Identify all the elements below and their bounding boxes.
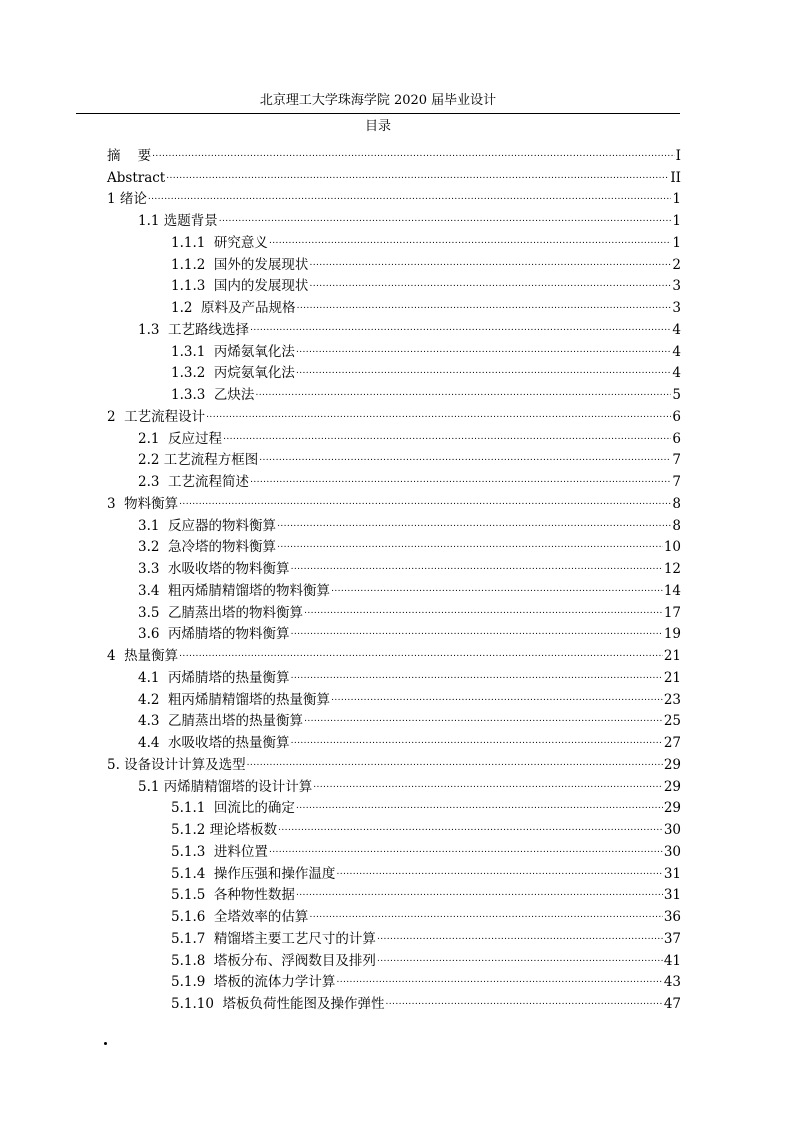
toc-dot-leader bbox=[291, 551, 663, 573]
toc-entry-title: 1.3.1 丙烯氨氧化法 bbox=[171, 343, 295, 360]
toc-page-number: 5 bbox=[672, 387, 681, 403]
toc-entry-title: 5.1.4 操作压强和操作温度 bbox=[171, 865, 336, 882]
toc-dot-leader bbox=[247, 747, 663, 769]
toc-dot-leader bbox=[179, 486, 671, 508]
toc-page-number: 19 bbox=[663, 626, 681, 643]
toc-page-number: 29 bbox=[663, 778, 681, 795]
toc-dot-leader bbox=[166, 160, 669, 182]
toc-page-number: 21 bbox=[663, 648, 681, 664]
toc-page-number: 7 bbox=[672, 474, 681, 490]
toc-page-number: 12 bbox=[663, 561, 681, 577]
toc-entry-title: 4.2 粗丙烯腈精馏塔的热量衡算 bbox=[138, 691, 331, 708]
toc-entry-title: 5.1.10 塔板负荷性能图及操作弹性 bbox=[171, 996, 385, 1012]
toc-entry-title: 3.4 粗丙烯腈精馏塔的物料衡算 bbox=[138, 582, 331, 599]
toc-dot-leader bbox=[377, 921, 663, 943]
toc-entry[interactable] bbox=[107, 660, 681, 686]
toc-page-number: 30 bbox=[663, 843, 681, 860]
toc-dot-leader bbox=[291, 660, 663, 682]
toc-entry-title: 1.3 工艺路线选择 bbox=[138, 321, 250, 338]
toc-entry[interactable] bbox=[107, 203, 681, 229]
toc-page-number: 41 bbox=[663, 952, 681, 969]
toc-dot-leader bbox=[277, 530, 663, 552]
toc-entry-title: Abstract bbox=[107, 169, 166, 186]
toc-dot-leader bbox=[250, 312, 671, 334]
toc-page-number: 21 bbox=[663, 669, 681, 686]
toc-dot-leader bbox=[304, 595, 663, 617]
toc-page-number: 47 bbox=[663, 996, 681, 1012]
toc-dot-leader bbox=[309, 269, 671, 291]
toc-dot-leader bbox=[296, 334, 671, 356]
toc-dot-leader bbox=[179, 638, 663, 660]
toc-dot-leader bbox=[269, 834, 663, 856]
toc-page-number: 2 bbox=[672, 256, 681, 273]
toc-entry[interactable] bbox=[107, 160, 681, 186]
toc-dot-leader bbox=[313, 769, 663, 791]
toc-entry[interactable] bbox=[107, 138, 681, 164]
toc-page-number: 29 bbox=[663, 756, 681, 773]
toc-page-number: 8 bbox=[672, 495, 681, 512]
toc-dot-leader bbox=[336, 965, 662, 987]
toc-entry-title: 5.1.5 各种物性数据 bbox=[171, 887, 295, 904]
toc-dot-leader bbox=[278, 812, 663, 834]
toc-dot-leader bbox=[297, 290, 672, 312]
toc-entry-title: 1.3.3 乙炔法 bbox=[171, 387, 255, 403]
toc-page-number: 29 bbox=[663, 800, 681, 817]
toc-page-number: 6 bbox=[672, 408, 681, 425]
toc-entry-title: 1.3.2 丙烷氨氧化法 bbox=[171, 365, 295, 382]
toc-dot-leader bbox=[331, 573, 663, 595]
toc-entry[interactable] bbox=[107, 486, 681, 512]
toc-page-number: 36 bbox=[663, 909, 681, 925]
toc-page-number: 1 bbox=[672, 191, 681, 208]
toc-entry-title: 4.4 水吸收塔的热量衡算 bbox=[138, 735, 290, 751]
toc-entry-title: 1.1.3 国内的发展现状 bbox=[171, 278, 309, 295]
toc-page-number: I bbox=[675, 147, 681, 164]
table-of-contents bbox=[107, 138, 681, 1012]
toc-dot-leader bbox=[250, 464, 671, 486]
toc-entry-title: 5.1.7 精馏塔主要工艺尺寸的计算 bbox=[171, 930, 376, 947]
toc-page-number: 1 bbox=[672, 213, 681, 229]
toc-dot-leader bbox=[309, 247, 671, 269]
toc-entry-title: 5. 设备设计计算及选型 bbox=[107, 756, 246, 773]
toc-page-number: 31 bbox=[663, 887, 681, 904]
toc-dot-leader bbox=[291, 617, 663, 639]
toc-entry-title: 4 热量衡算 bbox=[107, 648, 179, 664]
toc-entry-title: 3 物料衡算 bbox=[107, 495, 179, 512]
toc-dot-leader bbox=[296, 356, 671, 378]
toc-dot-leader bbox=[377, 943, 663, 965]
toc-entry-title: 2.2 工艺流程方框图 bbox=[138, 452, 259, 469]
toc-entry-title: 4.3 乙腈蒸出塔的热量衡算 bbox=[138, 713, 304, 730]
toc-page-number: 25 bbox=[663, 713, 681, 730]
toc-page-number: II bbox=[670, 169, 681, 186]
toc-dot-leader bbox=[152, 138, 674, 160]
toc-dot-leader bbox=[296, 878, 663, 900]
toc-entry-title: 1.1.2 国外的发展现状 bbox=[171, 256, 309, 273]
toc-entry-title: 4.1 丙烯腈塔的热量衡算 bbox=[138, 669, 290, 686]
toc-entry-title: 5.1.2 理论塔板数 bbox=[171, 822, 278, 838]
toc-dot-leader bbox=[259, 443, 671, 465]
toc-entry-title: 5.1.9 塔板的流体力学计算 bbox=[171, 974, 336, 991]
toc-entry-title: 1.1 选题背景 bbox=[138, 213, 218, 229]
toc-entry[interactable] bbox=[107, 638, 681, 664]
toc-entry-title: 5.1 丙烯腈精馏塔的设计计算 bbox=[138, 778, 313, 795]
toc-page-number: 4 bbox=[672, 321, 681, 338]
toc-page-number: 7 bbox=[672, 452, 681, 469]
toc-dot-leader bbox=[309, 899, 662, 921]
toc-page-number: 4 bbox=[672, 365, 681, 382]
toc-page-number: 31 bbox=[663, 865, 681, 882]
toc-page-number: 4 bbox=[672, 343, 681, 360]
toc-page-number: 30 bbox=[663, 822, 681, 838]
toc-entry-title: 1.1.1 研究意义 bbox=[171, 234, 268, 251]
running-header: 北京理工大学珠海学院 2020 届毕业设计 bbox=[259, 93, 497, 108]
toc-dot-leader bbox=[206, 399, 671, 421]
toc-entry-title: 2.1 反应过程 bbox=[138, 430, 223, 447]
toc-entry-title: 1 绪论 bbox=[107, 191, 147, 208]
toc-entry-title: 摘 要 bbox=[107, 147, 152, 164]
toc-entry-title: 3.5 乙腈蒸出塔的物料衡算 bbox=[138, 604, 304, 621]
toc-entry-title: 3.3 水吸收塔的物料衡算 bbox=[138, 561, 290, 577]
toc-page-number: 27 bbox=[663, 735, 681, 751]
toc-page-number: 3 bbox=[672, 278, 681, 295]
toc-dot-leader bbox=[223, 421, 671, 443]
header-rule bbox=[76, 113, 680, 114]
toc-entry[interactable] bbox=[107, 508, 681, 534]
toc-entry-title: 2 工艺流程设计 bbox=[107, 408, 206, 425]
toc-page-number: 6 bbox=[672, 430, 681, 447]
toc-page-number: 37 bbox=[663, 930, 681, 947]
toc-title: 目录 bbox=[364, 119, 391, 134]
toc-page-number: 43 bbox=[663, 974, 681, 991]
toc-entry-title: 3.1 反应器的物料衡算 bbox=[138, 517, 277, 534]
toc-page-number: 14 bbox=[663, 582, 681, 599]
toc-entry-title: 1.2 原料及产品规格 bbox=[171, 300, 296, 316]
toc-dot-leader bbox=[296, 791, 663, 813]
stray-dot-mark bbox=[104, 1042, 107, 1045]
toc-dot-leader bbox=[277, 508, 671, 530]
toc-dot-leader bbox=[386, 986, 663, 1008]
toc-dot-leader bbox=[269, 225, 671, 247]
toc-page-number: 8 bbox=[672, 517, 681, 534]
toc-entry[interactable] bbox=[107, 182, 681, 208]
toc-entry-title: 5.1.1 回流比的确定 bbox=[171, 800, 295, 817]
toc-page-number: 10 bbox=[663, 539, 681, 556]
toc-dot-leader bbox=[148, 182, 672, 204]
toc-page-number: 23 bbox=[663, 691, 681, 708]
toc-dot-leader bbox=[331, 682, 663, 704]
toc-page-number: 17 bbox=[663, 604, 681, 621]
toc-entry-title: 5.1.8 塔板分布、浮阀数目及排列 bbox=[171, 952, 376, 969]
toc-dot-leader bbox=[255, 377, 671, 399]
toc-entry-title: 3.2 急冷塔的物料衡算 bbox=[138, 539, 277, 556]
toc-page-number: 1 bbox=[672, 234, 681, 251]
toc-entry-title: 5.1.6 全塔效率的估算 bbox=[171, 909, 309, 925]
toc-dot-leader bbox=[304, 704, 663, 726]
toc-dot-leader bbox=[291, 725, 663, 747]
toc-entry-title: 5.1.3 进料位置 bbox=[171, 843, 268, 860]
toc-entry-title: 3.6 丙烯腈塔的物料衡算 bbox=[138, 626, 290, 643]
toc-dot-leader bbox=[219, 203, 672, 225]
toc-page-number: 3 bbox=[672, 300, 681, 316]
toc-entry-title: 2.3 工艺流程简述 bbox=[138, 474, 250, 490]
toc-dot-leader bbox=[336, 856, 662, 878]
